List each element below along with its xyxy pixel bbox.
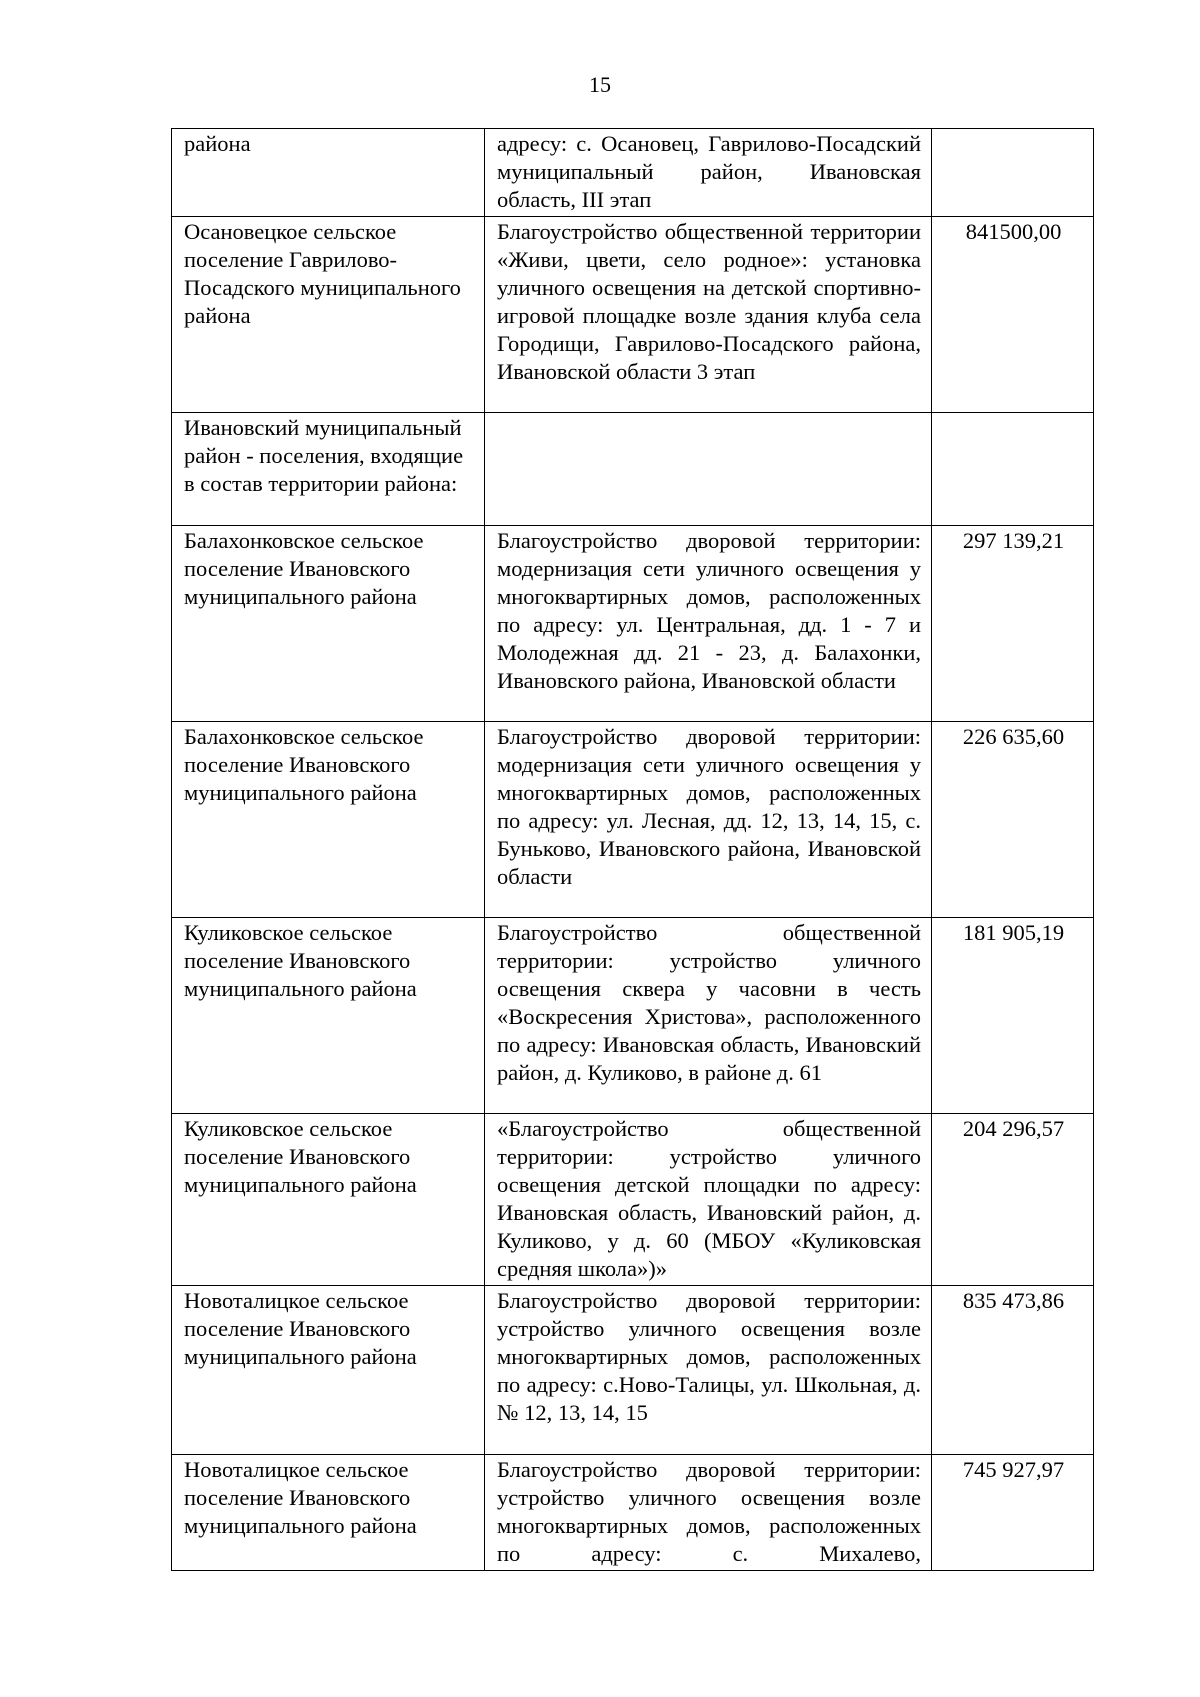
project-cell: «Благоустройство общественной территории: устройство уличного освещения детской площадки по адресу: Ивановская область, Ивановский район, д. Куликово, у д. 60 (МБОУ «Куликовская средняя школа»)» xyxy=(485,1114,932,1286)
amount-cell: 181 905,19 xyxy=(932,918,1094,1114)
amount-cell: 835 473,86 xyxy=(932,1286,1094,1455)
project-cell: Благоустройство дворовой территории: устройство уличного освещения возле многоквартирных домов, расположенных по адресу: с.Ново-Талицы, ул. Школьная, д. № 12, 13, 14, 15 xyxy=(485,1286,932,1455)
table-row xyxy=(172,217,1094,413)
district-heading-cell: Ивановский муниципальный район - поселения, входящие в состав территории района: xyxy=(172,413,485,526)
settlement-cell: Балахонковское сельское поселение Ивановского муниципального района xyxy=(172,722,485,918)
table-row xyxy=(172,1286,1094,1455)
page-number: 15 xyxy=(589,72,611,97)
settlement-cell: района xyxy=(172,129,485,217)
amount-cell: 204 296,57 xyxy=(932,1114,1094,1286)
table-row xyxy=(172,526,1094,722)
settlement-cell: Куликовское сельское поселение Ивановского муниципального района xyxy=(172,1114,485,1286)
amount-cell: 841500,00 xyxy=(932,217,1094,413)
table-row xyxy=(172,722,1094,918)
funding-table xyxy=(171,128,1094,1571)
table-row xyxy=(172,1455,1094,1571)
table-row xyxy=(172,918,1094,1114)
table-row xyxy=(172,413,1094,526)
project-cell xyxy=(485,413,932,526)
project-cell: Благоустройство дворовой территории: модернизация сети уличного освещения у многоквартирных домов, расположенных по адресу: ул. Центральная, дд. 1 - 7 и Молодежная дд. 21 - 23, д. Балахонки, Ивановского района, Ивановской области xyxy=(485,526,932,722)
table-row xyxy=(172,129,1094,217)
settlement-cell: Новоталицкое сельское поселение Ивановского муниципального района xyxy=(172,1286,485,1455)
project-cell: Благоустройство общественной территории «Живи, цвети, село родное»: установка уличного освещения на детской спортивно-игровой площадке возле здания клуба села Городищи, Гаврилово-Посадского района, Ивановской области 3 этап xyxy=(485,217,932,413)
settlement-cell: Балахонковское сельское поселение Ивановского муниципального района xyxy=(172,526,485,722)
project-cell: Благоустройство общественной территории: устройство уличного освещения сквера у часовни в честь «Воскресения Христова», расположенного по адресу: Ивановская область, Ивановский район, д. Куликово, в районе д. 61 xyxy=(485,918,932,1114)
amount-cell xyxy=(932,129,1094,217)
amount-cell xyxy=(932,413,1094,526)
project-cell: Благоустройство дворовой территории: модернизация сети уличного освещения у многоквартирных домов, расположенных по адресу: ул. Лесная, дд. 12, 13, 14, 15, с. Буньково, Ивановского района, Ивановской области xyxy=(485,722,932,918)
settlement-cell: Осановецкое сельское поселение Гаврилово-Посадского муниципального района xyxy=(172,217,485,413)
settlement-cell: Куликовское сельское поселение Ивановского муниципального района xyxy=(172,918,485,1114)
table-row xyxy=(172,1114,1094,1286)
amount-cell: 226 635,60 xyxy=(932,722,1094,918)
project-cell: адресу: с. Осановец, Гаврилово-Посадский муниципальный район, Ивановская область, III этап xyxy=(485,129,932,217)
amount-cell: 745 927,97 xyxy=(932,1455,1094,1571)
amount-cell: 297 139,21 xyxy=(932,526,1094,722)
project-cell: Благоустройство дворовой территории: устройство уличного освещения возле многоквартирных домов, расположенных по адресу: с. Михалево, xyxy=(485,1455,932,1571)
settlement-cell: Новоталицкое сельское поселение Ивановского муниципального района xyxy=(172,1455,485,1571)
